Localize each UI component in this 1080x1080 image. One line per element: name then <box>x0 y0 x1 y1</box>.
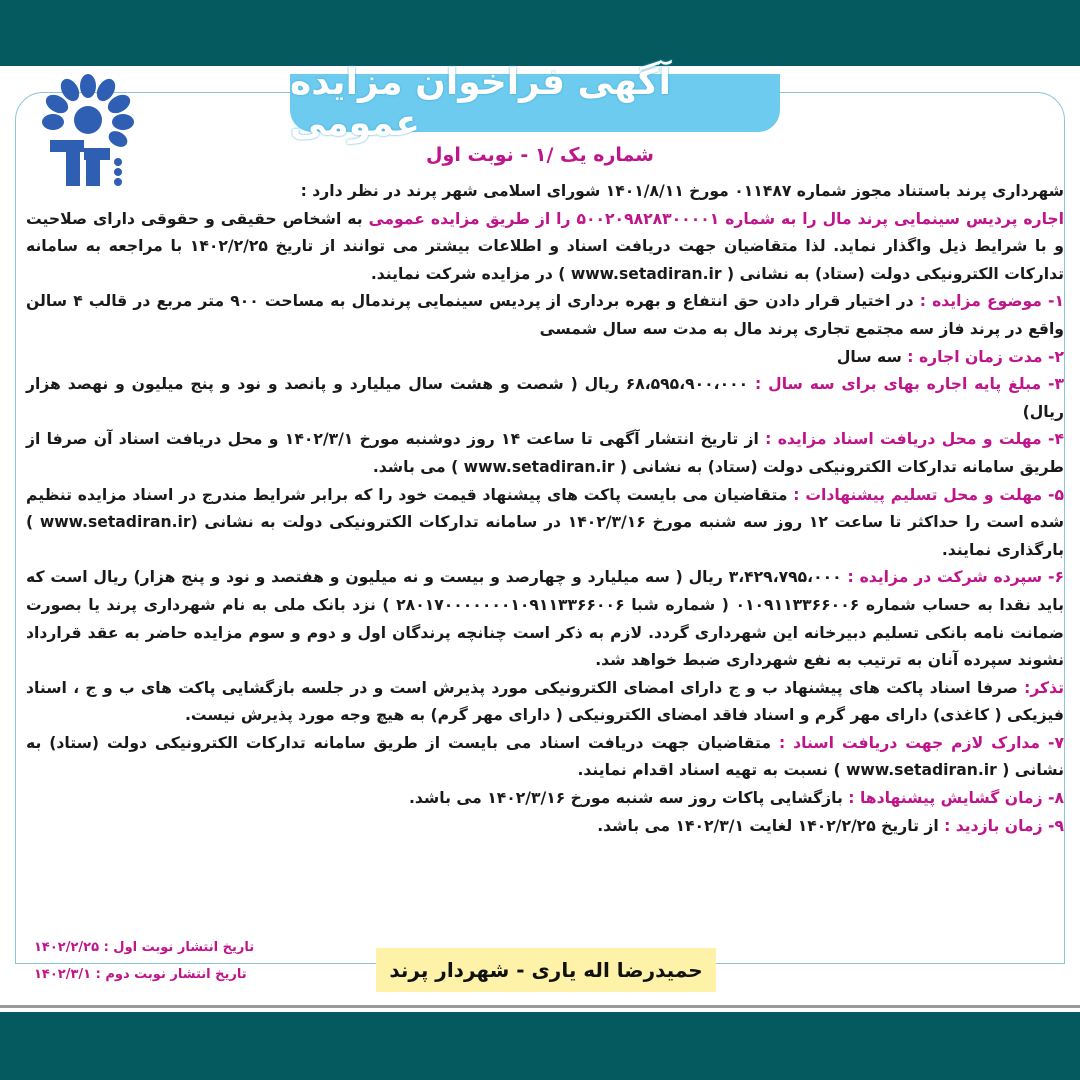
bottom-band <box>0 1012 1080 1080</box>
item-visit-time <box>26 813 1064 841</box>
signature-text: حمیدرضا اله یاری - شهردار پرند <box>389 958 703 982</box>
item-label: ۷- مدارک لازم جهت دریافت اسناد : <box>778 733 1064 752</box>
item-document-deadline <box>26 426 1064 481</box>
title-banner <box>290 62 780 144</box>
notice-title: آگهی فراخوان مزایده عمومی <box>290 62 672 144</box>
item-text: در اختیار قرار دادن حق انتفاع و بهره برداری از پردیس سینمایی پرندمال به مساحت ۹۰۰ متر مربع در قالب ۴ سالن واقع در پرند فاز سه مجتمع تجاری پرند مال به مدت سه سال شمسی <box>26 292 1064 338</box>
item-label: ۴- مهلت و محل دریافت اسناد مزایده : <box>765 430 1064 449</box>
item-text: بازگشایی پاکات روز سه شنبه مورخ ۱۴۰۲/۳/۱۶ می باشد. <box>408 789 849 808</box>
item-label: ۶- سپرده شرکت در مزایده : <box>847 568 1064 587</box>
item-note <box>26 675 1064 730</box>
item-text: ۶۸،۵۹۵،۹۰۰،۰۰۰ ریال ( شصت و هشت سال میلیارد و پانصد و نود و پنج میلیون و نهصد هزار ریال) <box>26 375 1064 421</box>
second-publication-date: تاریخ انتشار نوبت دوم : ۱۴۰۲/۳/۱ <box>34 967 247 982</box>
municipality-logo-icon <box>38 72 138 190</box>
item-label: ۹- زمان بازدید : <box>944 816 1064 835</box>
item-label: ۵- مهلت و محل تسلیم پیشنهادات : <box>793 485 1064 504</box>
first-publication-date: تاریخ انتشار نوبت اول : ۱۴۰۲/۲/۲۵ <box>34 940 255 955</box>
item-opening-time <box>26 785 1064 813</box>
item-label: تذکر: <box>1024 678 1064 697</box>
item-text: صرفا اسناد پاکت های پیشنهاد ب و ج دارای امضای الکترونیکی مورد پذیرش است و در جلسه بازگشایی پاکت های ب و ج ، اسناد فیزیکی ( کاغذی) دارای مهر گرم و اسناد فاقد امضای الکترونیکی ( دارای مهر گرم) به هیچ وجه مورد پذیرش نیست. <box>26 678 1064 725</box>
item-text: متقاضیان می بایست پاکت های پیشنهاد قیمت خود را که برابر شرایط مندرج در اسناد مزایده تنظیم شده است را حداکثر تا ساعت ۱۲ روز سه شنبه مورخ ۱۴۰۲/۳/۱۶ در سامانه تدارکات الکترونیکی دولت به نشانی (www.setadiran.ir ) بارگذاری نمایند. <box>26 485 1064 559</box>
item-label: ۸- زمان گشایش پیشنهادها : <box>848 789 1064 808</box>
intro-rest: به اشخاص حقیقی و حقوقی دارای صلاحیت و با شرایط ذیل واگذار نماید. لذا متقاضیان جهت دریافت اسناد و اطلاعات بیشتر می توانند از تاریخ ۱۴۰۲/۲/۲۵ با مراجعه به سامانه تدارکات الکترونیکی دولت (ستاد) به نشانی ( www.setadiran.ir ) در مزایده شرکت نمایند. <box>26 209 1064 283</box>
separator-line <box>0 1005 1080 1008</box>
notice-page <box>0 62 1080 1005</box>
item-subject <box>26 288 1064 343</box>
item-text: ۳،۴۲۹،۷۹۵،۰۰۰ ریال ( سه میلیارد و چهارصد و بیست و نه میلیون و هفتصد و نود و پنج هزار) ریال است که باید نقدا به حساب شماره ۰۱۰۹۱۱۳۳۶۶۰۰۶ ( شماره شبا ۲۸۰۱۷۰۰۰۰۰۰۰۱۰۹۱۱۳۳۶۶۰۰۶ ) نزد بانک ملی به نام شهرداری پرند یا بصورت ضمانت نامه بانکی تسلیم دبیرخانه این شهرداری گردد. لازم به ذکر است چنانچه پرندگان اول و دوم و سوم مزایده حاضر به عقد قرارداد نشوند سپرده آنان به ترتیب به نفع شهرداری ضبط خواهد شد. <box>26 568 1064 670</box>
publication-dates <box>34 934 254 988</box>
intro-line: شهرداری پرند باستناد مجوز شماره ۰۱۱۴۸۷ مورخ ۱۴۰۱/۸/۱۱ شورای اسلامی شهر پرند در نظر دارد : <box>300 182 1064 200</box>
item-base-price <box>26 371 1064 426</box>
item-required-documents <box>26 730 1064 785</box>
item-text: از تاریخ ۱۴۰۲/۲/۲۵ لغایت ۱۴۰۲/۳/۱ می باشد. <box>597 816 945 835</box>
intro-paragraph <box>26 206 1064 289</box>
item-label: ۱- موضوع مزایده : <box>919 292 1064 311</box>
item-submission-deadline <box>26 482 1064 565</box>
item-label: ۲- مدت زمان اجاره : <box>907 347 1064 366</box>
notice-subtitle: شماره یک /۱ - نوبت اول <box>426 144 654 166</box>
item-text: سه سال <box>836 347 908 366</box>
item-deposit <box>26 564 1064 674</box>
item-text: متقاضیان جهت دریافت اسناد می بایست از طریق سامانه تدارکات الکترونیکی دولت (ستاد) به نشانی ( www.setadiran.ir ) نسبت به تهیه اسناد اقدام نمایند. <box>26 733 1064 780</box>
intro-highlight: اجاره پردیس سینمایی پرند مال را به شماره ۵۰۰۲۰۹۸۲۸۳۰۰۰۰۱ را از طریق مزایده عمومی <box>368 209 1065 228</box>
signature-box <box>376 948 716 992</box>
item-duration <box>26 344 1064 372</box>
item-text: از تاریخ انتشار آگهی تا ساعت ۱۴ روز دوشنبه مورخ ۱۴۰۲/۳/۱ و محل دریافت اسناد آن صرفا از طریق سامانه تدارکات الکترونیکی دولت (ستاد) به نشانی ( www.setadiran.ir ) می باشد. <box>26 430 1064 476</box>
item-label: ۳- مبلغ پایه اجاره بهای برای سه سال : <box>755 375 1065 394</box>
top-band <box>0 0 1080 66</box>
notice-body <box>26 178 1064 840</box>
